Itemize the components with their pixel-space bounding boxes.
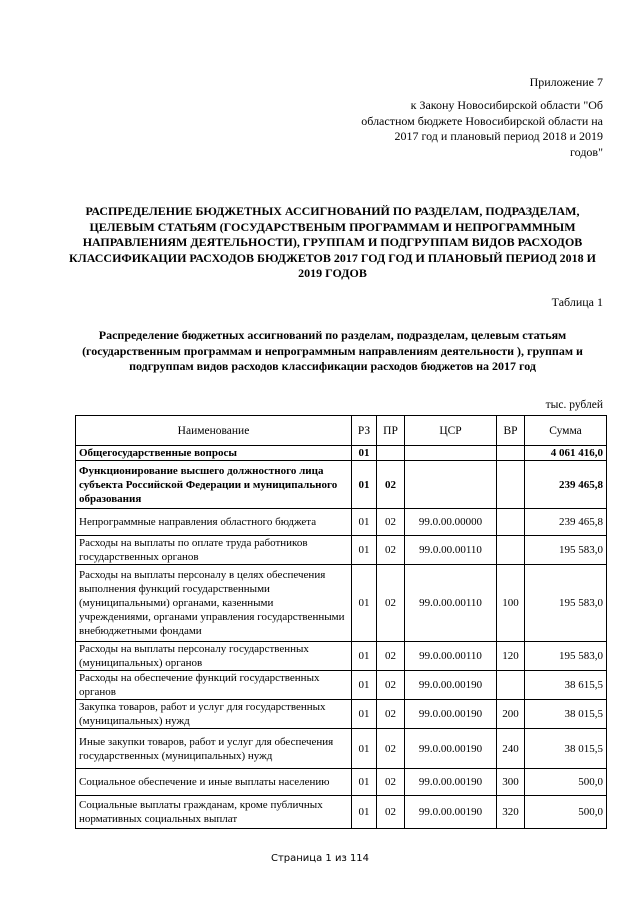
cell-rz: 01 — [352, 461, 377, 509]
cell-name: Общегосударственные вопросы — [76, 446, 352, 461]
law-reference: к Закону Новосибирской области "Об областном бюджете Новосибирской области на 2017 год и плановый период 2018 и 2019 годов" — [361, 98, 603, 159]
cell-name: Расходы на выплаты персоналу государственных (муниципальных) органов — [76, 642, 352, 671]
cell-vr: 200 — [497, 700, 525, 729]
table-row — [76, 729, 607, 769]
cell-name: Расходы на обеспечение функций государственных органов — [76, 671, 352, 700]
cell-name: Иные закупки товаров, работ и услуг для обеспечения государственных (муниципальных) нужд — [76, 729, 352, 769]
cell-sum: 500,0 — [525, 796, 607, 829]
header-pr: ПР — [377, 416, 405, 446]
cell-csr: 99.0.00.00110 — [405, 642, 497, 671]
cell-rz: 01 — [352, 769, 377, 796]
cell-vr — [497, 461, 525, 509]
cell-pr: 02 — [377, 565, 405, 642]
cell-vr: 100 — [497, 565, 525, 642]
page-footer: Страница 1 из 114 — [270, 853, 370, 864]
cell-pr: 02 — [377, 536, 405, 565]
cell-rz: 01 — [352, 796, 377, 829]
cell-vr — [497, 671, 525, 700]
cell-pr — [377, 446, 405, 461]
table-row — [76, 642, 607, 671]
cell-pr: 02 — [377, 769, 405, 796]
cell-pr: 02 — [377, 671, 405, 700]
header-csr: ЦСР — [405, 416, 497, 446]
cell-name: Закупка товаров, работ и услуг для государственных (муниципальных) нужд — [76, 700, 352, 729]
table-row — [76, 536, 607, 565]
cell-vr — [497, 536, 525, 565]
table-row — [76, 796, 607, 829]
cell-csr — [405, 446, 497, 461]
table-title: Распределение бюджетных ассигнований по разделам, подразделам, целевым статьям (государственным программам и непрограммным направлениям деятельности ), группам и подгруппам видов расходов классификации расходов бюджетов на 2017 год — [82, 328, 583, 373]
cell-csr: 99.0.00.00190 — [405, 796, 497, 829]
cell-rz: 01 — [352, 509, 377, 536]
document-title: РАСПРЕДЕЛЕНИЕ БЮДЖЕТНЫХ АССИГНОВАНИЙ ПО РАЗДЕЛАМ, ПОДРАЗДЕЛАМ, ЦЕЛЕВЫМ СТАТЬЯМ (ГОСУДАРСТВЕНЫМ ПРОГРАММАМ И НЕПРОГРАММНЫМ НАПРАВЛЕНИЯМ ДЕЯТЕЛЬНОСТИ), ГРУППАМ И ПОДГРУППАМ ВИДОВ РАСХОДОВ КЛАССИФИКАЦИИ РАСХОДОВ БЮДЖЕТОВ 2017 ГОД ГОД И ПЛАНОВЫЙ ПЕРИОД 2018 И 2019 ГОДОВ — [69, 204, 596, 280]
cell-csr: 99.0.00.00110 — [405, 565, 497, 642]
header-name: Наименование — [76, 416, 352, 446]
header-vr: ВР — [497, 416, 525, 446]
cell-csr — [405, 461, 497, 509]
budget-table — [75, 415, 607, 829]
cell-csr: 99.0.00.00110 — [405, 536, 497, 565]
table-header-row — [76, 416, 607, 446]
cell-name: Непрограммные направления областного бюджета — [76, 509, 352, 536]
cell-pr: 02 — [377, 642, 405, 671]
cell-sum: 500,0 — [525, 769, 607, 796]
cell-name: Социальные выплаты гражданам, кроме публичных нормативных социальных выплат — [76, 796, 352, 829]
cell-name: Социальное обеспечение и иные выплаты населению — [76, 769, 352, 796]
cell-rz: 01 — [352, 565, 377, 642]
appendix-label: Приложение 7 — [529, 75, 603, 89]
cell-csr: 99.0.00.00190 — [405, 769, 497, 796]
cell-vr — [497, 509, 525, 536]
table-row — [76, 671, 607, 700]
cell-csr: 99.0.00.00190 — [405, 671, 497, 700]
cell-rz: 01 — [352, 446, 377, 461]
table-body — [76, 446, 607, 829]
table-row — [76, 461, 607, 509]
cell-sum: 239 465,8 — [525, 461, 607, 509]
table-row — [76, 769, 607, 796]
cell-sum: 195 583,0 — [525, 642, 607, 671]
cell-sum: 4 061 416,0 — [525, 446, 607, 461]
cell-rz: 01 — [352, 642, 377, 671]
cell-vr: 120 — [497, 642, 525, 671]
header-sum: Сумма — [525, 416, 607, 446]
table-row — [76, 700, 607, 729]
cell-rz: 01 — [352, 729, 377, 769]
cell-sum: 239 465,8 — [525, 509, 607, 536]
cell-vr — [497, 446, 525, 461]
cell-sum: 195 583,0 — [525, 565, 607, 642]
cell-rz: 01 — [352, 671, 377, 700]
cell-vr: 240 — [497, 729, 525, 769]
cell-pr: 02 — [377, 796, 405, 829]
cell-sum: 38 015,5 — [525, 729, 607, 769]
cell-pr: 02 — [377, 461, 405, 509]
cell-csr: 99.0.00.00190 — [405, 700, 497, 729]
cell-sum: 38 015,5 — [525, 700, 607, 729]
units-label: тыс. рублей — [545, 399, 603, 411]
header-rz: РЗ — [352, 416, 377, 446]
cell-csr: 99.0.00.00000 — [405, 509, 497, 536]
table-row — [76, 509, 607, 536]
cell-name: Расходы на выплаты по оплате труда работников государственных органов — [76, 536, 352, 565]
cell-pr: 02 — [377, 729, 405, 769]
cell-csr: 99.0.00.00190 — [405, 729, 497, 769]
cell-sum: 38 615,5 — [525, 671, 607, 700]
cell-rz: 01 — [352, 536, 377, 565]
table-row — [76, 446, 607, 461]
cell-name: Расходы на выплаты персоналу в целях обеспечения выполнения функций государственными (муниципальными) органами, казенными учреждениями, органами управления государственными внебюджетными фондами — [76, 565, 352, 642]
cell-pr: 02 — [377, 509, 405, 536]
cell-pr: 02 — [377, 700, 405, 729]
table-label: Таблица 1 — [551, 295, 603, 309]
cell-rz: 01 — [352, 700, 377, 729]
cell-name: Функционирование высшего должностного лица субъекта Российской Федерации и муниципального образования — [76, 461, 352, 509]
table-row — [76, 565, 607, 642]
cell-vr: 300 — [497, 769, 525, 796]
cell-vr: 320 — [497, 796, 525, 829]
cell-sum: 195 583,0 — [525, 536, 607, 565]
